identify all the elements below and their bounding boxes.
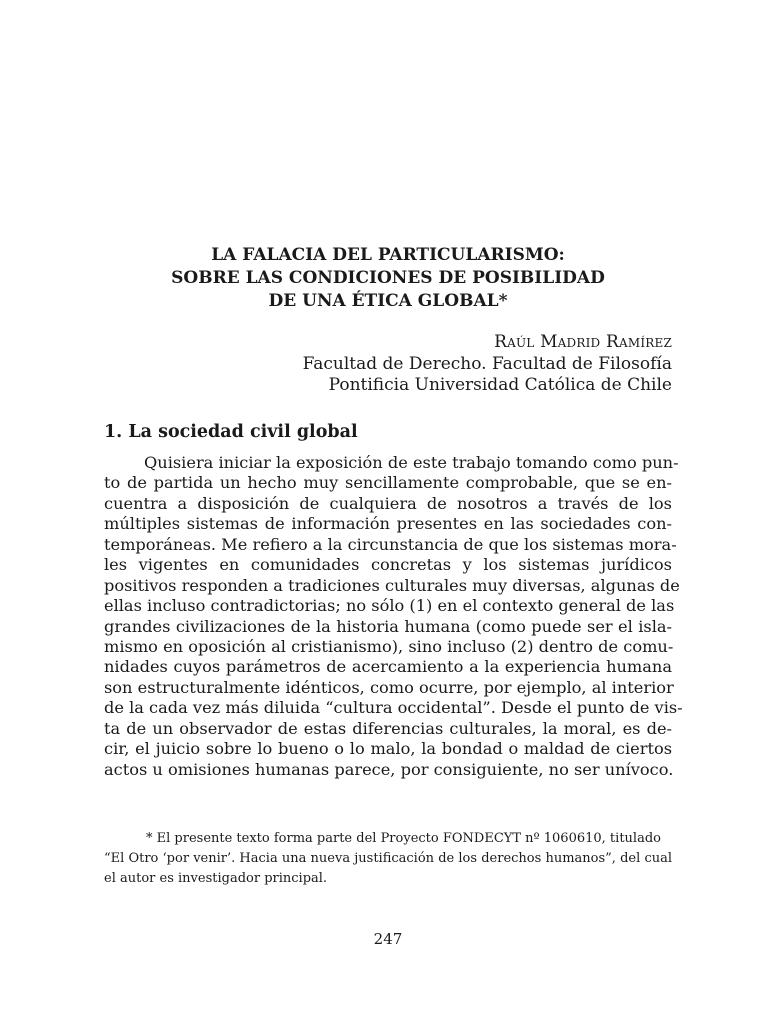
body-line: nidades cuyos parámetros de acercamiento a la experiencia humana [104, 657, 672, 677]
body-line: son estructuralmente idénticos, como ocurre, por ejemplo, al interior [104, 677, 674, 697]
article-title [104, 244, 672, 313]
body-line: múltiples sistemas de información presentes en las sociedades con- [104, 514, 672, 534]
body-line: cir, el juicio sobre lo bueno o lo malo, la bondad o maldad de ciertos [104, 739, 672, 759]
title-line-1: LA FALACIA DEL PARTICULARISMO: [211, 245, 565, 265]
author-block [303, 332, 672, 397]
body-line: grandes civilizaciones de la historia humana (como puede ser el isla- [104, 616, 672, 636]
body-line: Quisiera iniciar la exposición de este trabajo tomando como pun- [144, 453, 679, 472]
footnote-line-3: el autor es investigador principal. [104, 871, 328, 886]
page-number: 247 [373, 930, 403, 948]
body-line: ta de un observador de estas diferencias culturales, la moral, es de- [104, 718, 672, 738]
body-line: temporáneas. Me refiero a la circunstancia de que los sistemas mora- [104, 534, 677, 554]
footnote [104, 829, 672, 889]
body-line: to de partida un hecho muy sencillamente comprobable, que se en- [104, 473, 672, 493]
author-name: Raúl Madrid Ramírez [494, 332, 672, 352]
section-heading: 1. La sociedad civil global [104, 422, 358, 442]
footnote-line-2: “El Otro ‘por venir’. Hacia una nueva justificación de los derechos humanos”, del cual [104, 851, 672, 866]
body-line: de la cada vez más diluida “cultura occidental”. Desde el punto de vis- [104, 698, 683, 718]
body-line: ellas incluso contradictorias; no sólo (1) en el contexto general de las [104, 596, 675, 616]
body-line: actos u omisiones humanas parece, por consiguiente, no ser unívoco. [104, 759, 674, 779]
affiliation-line-2: Pontificia Universidad Católica de Chile [328, 375, 672, 395]
title-line-3: DE UNA ÉTICA GLOBAL* [268, 291, 508, 311]
body-line: cuentra a disposición de cualquiera de nosotros a través de los [104, 493, 672, 513]
footnote-line-1: * El presente texto forma parte del Proyecto FONDECYT nº 1060610, titulado [146, 831, 661, 846]
body-line: positivos responden a tradiciones culturales muy diversas, algunas de [104, 575, 680, 595]
body-paragraph [104, 453, 683, 780]
body-line: mismo en oposición al cristianismo), sino incluso (2) dentro de comu- [104, 636, 674, 656]
affiliation-line-1: Facultad de Derecho. Facultad de Filosofía [302, 353, 672, 374]
body-line: les vigentes en comunidades concretas y los sistemas jurídicos [104, 555, 672, 575]
title-line-2: SOBRE LAS CONDICIONES DE POSIBILIDAD [171, 268, 605, 288]
